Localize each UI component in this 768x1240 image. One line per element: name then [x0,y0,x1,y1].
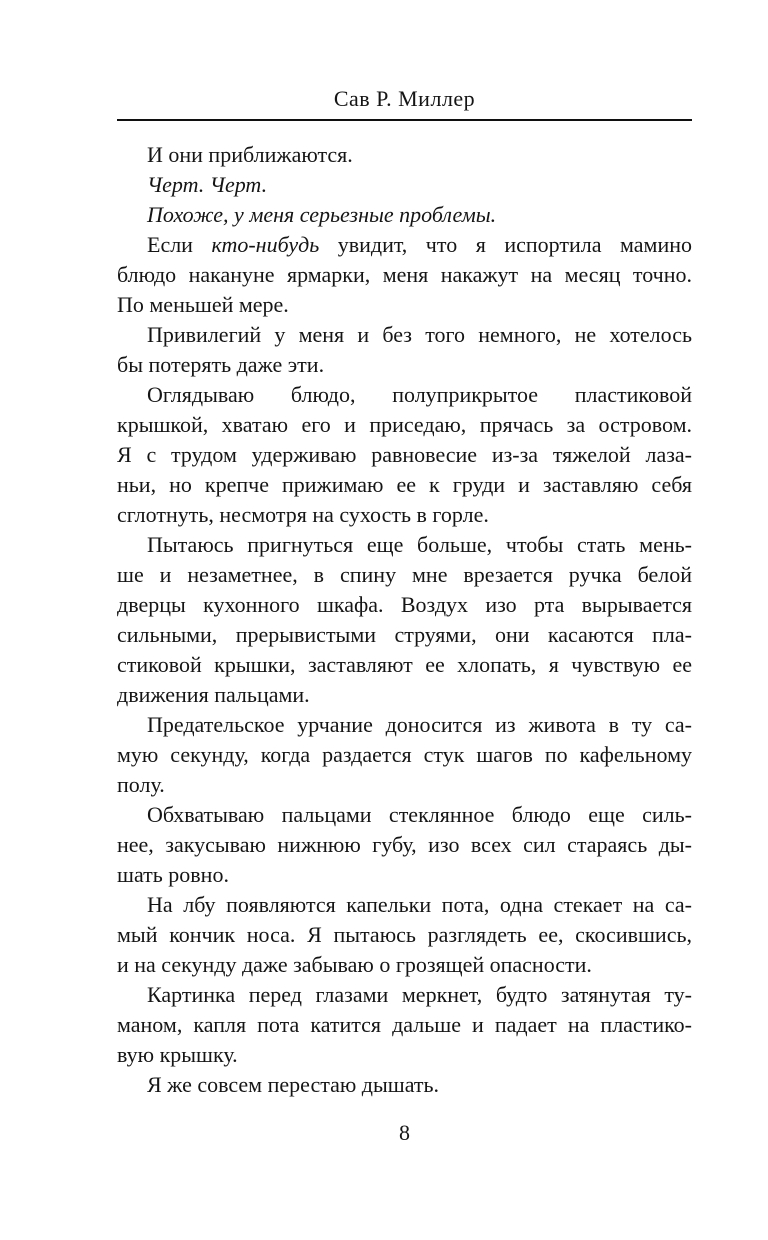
text-segment: крышкой, хватаю его и приседаю, прячась за островом. [117,412,692,437]
text-line [117,710,692,740]
text-segment: дверцы кухонного шкафа. Воздух изо рта вырывается [117,592,692,617]
text-line [117,740,692,770]
text-line [117,380,692,410]
text-line [117,470,692,500]
text-line [117,1070,692,1100]
text-segment: сильными, прерывистыми струями, они касаются пла- [117,622,692,647]
text-segment: На лбу появляются капельки пота, одна стекает на са- [147,892,692,917]
text-segment: вую крышку. [117,1042,238,1067]
text-line [117,860,692,890]
text-segment: сглотнуть, несмотря на сухость в горле. [117,502,489,527]
text-segment: увидит, что я испортила мамино [319,232,692,257]
text-line [117,320,692,350]
text-segment: Картинка перед глазами меркнет, будто затянутая ту- [147,982,692,1007]
text-segment: ше и незаметнее, в спину мне врезается ручка белой [117,562,692,587]
text-line [117,1040,692,1070]
text-line [117,1010,692,1040]
text-line [117,500,692,530]
text-line [117,890,692,920]
text-line [117,680,692,710]
text-segment: ньи, но крепче прижимаю ее к груди и заставляю себя [117,472,692,497]
text-segment: Оглядываю блюдо, полуприкрытое пластиковой [147,382,692,407]
text-segment: Обхватываю пальцами стеклянное блюдо еще силь- [147,802,692,827]
italic-text-segment: Черт. Черт. [147,172,268,197]
header-rule [117,119,692,121]
text-segment: движения пальцами. [117,682,310,707]
text-line [117,200,692,230]
text-segment: мую секунду, когда раздается стук шагов по кафельному [117,742,692,767]
text-segment: маном, капля пота катится дальше и падает на пластико- [117,1012,692,1037]
text-line [117,530,692,560]
text-block [117,140,692,1100]
text-line [117,920,692,950]
text-segment: шать ровно. [117,862,229,887]
text-line [117,410,692,440]
text-line [117,560,692,590]
text-segment: Я с трудом удерживаю равновесие из-за тяжелой лаза- [117,442,692,467]
text-segment: Предательское урчание доносится из живота в ту са- [147,712,692,737]
text-line [117,140,692,170]
text-segment: И они приближаются. [147,142,353,167]
text-line [117,980,692,1010]
text-line [117,800,692,830]
text-segment: стиковой крышки, заставляют ее хлопать, я чувствую ее [117,652,692,677]
italic-text-segment: кто-нибудь [211,232,320,257]
text-segment: мый кончик носа. Я пытаюсь разглядеть ее, скосившись, [117,922,692,947]
text-segment: полу. [117,772,165,797]
text-segment: Я же совсем перестаю дышать. [147,1072,440,1097]
text-line [117,830,692,860]
text-segment: Пытаюсь пригнуться еще больше, чтобы стать мень- [147,532,692,557]
text-line [117,950,692,980]
text-segment: и на секунду даже забываю о грозящей опасности. [117,952,592,977]
text-line [117,230,692,260]
italic-text-segment: Похоже, у меня серьезные проблемы. [147,202,497,227]
text-line [117,350,692,380]
running-head-author: Сав Р. Миллер [333,86,476,111]
text-line [117,770,692,800]
text-line [117,440,692,470]
text-line [117,170,692,200]
text-segment: По меньшей мере. [117,292,289,317]
text-segment: нее, закусываю нижнюю губу, изо всех сил стараясь ды- [117,832,692,857]
text-segment: Привилегий у меня и без того немного, не хотелось [147,322,692,347]
text-segment: бы потерять даже эти. [117,352,325,377]
text-line [117,260,692,290]
text-line [117,290,692,320]
text-line [117,650,692,680]
text-line [117,620,692,650]
page-number: 8 [399,1120,410,1145]
text-segment: блюдо накануне ярмарки, меня накажут на месяц точно. [117,262,692,287]
text-line [117,590,692,620]
text-segment: Если [147,232,212,257]
